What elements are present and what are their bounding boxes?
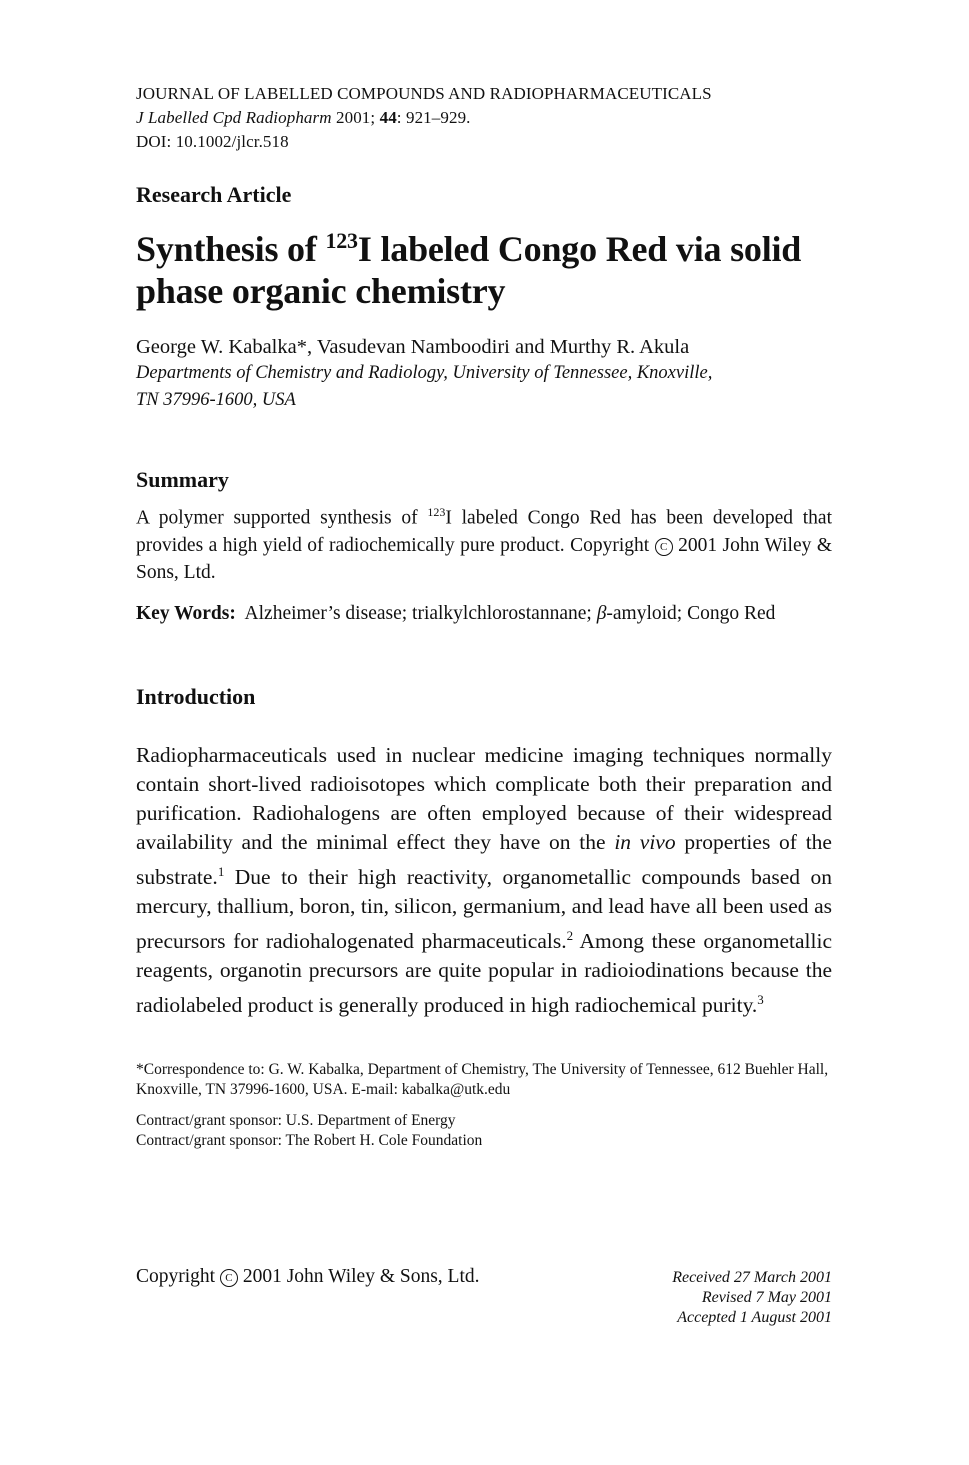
article-dates (672, 1268, 832, 1328)
article-title (136, 228, 832, 312)
journal-name: JOURNAL OF LABELLED COMPOUNDS AND RADIOPHARMACEUTICALS (136, 84, 712, 103)
summary-text1: A polymer supported synthesis of (136, 507, 428, 529)
intro-s2: properties of the substrate. (136, 829, 832, 889)
summary-text2: I labeled Congo Red has been developed that provides a high yield of radiochemically pure product. Copyright (136, 507, 833, 556)
affiliation-line1: Departments of Chemistry and Radiology, University of Tennessee, Knoxville, (136, 363, 713, 383)
journal-doi: DOI: 10.1002/jlcr.518 (136, 132, 289, 151)
ref-1: 1 (217, 863, 225, 879)
journal-pages: : 921–929. (396, 108, 471, 127)
intro-s3: Due to their high reactivity, organometallic compounds based on mercury, thallium, boron, tin, silicon, germanium, and lead have all been used as precursors for radiohalogenated pharmaceuticals. (136, 864, 832, 953)
author-list: George W. Kabalka*, Vasudevan Namboodiri and Murthy R. Akula (136, 336, 690, 358)
introduction-text (136, 741, 832, 1020)
title-isotope: 123 (325, 228, 358, 253)
footer-copyright-symbol-icon: C (220, 1269, 238, 1287)
intro-s1: Radiopharmaceuticals used in nuclear medicine imaging techniques normally contain short-lived radioisotopes which complicate both their preparation and purification. Radiohalogens are often employed because of their widespread availability and the minimal effect they have on the (136, 742, 832, 854)
ref-3: 3 (757, 991, 764, 1007)
title-part2: I labeled Congo Red via solid phase organic chemistry (136, 229, 802, 311)
journal-citation (136, 106, 832, 130)
keywords (136, 600, 832, 627)
copyright-symbol-icon: C (655, 538, 673, 556)
keywords-beta: β (596, 602, 607, 624)
introduction-heading: Introduction (136, 683, 256, 709)
correspondence-note: *Correspondence to: G. W. Kabalka, Department of Chemistry, The University of Tennessee, 612 Buehler Hall, Knoxville, TN 37996-1600, USA. E-mail: kabalka@utk.edu (136, 1060, 829, 1098)
journal-year: 2001; (336, 108, 376, 127)
journal-volume: 44 (379, 108, 397, 127)
intro-italic: in vivo (614, 829, 676, 854)
sponsor-2: Contract/grant sponsor: The Robert H. Cole Foundation (136, 1131, 483, 1149)
article-page (136, 82, 832, 1151)
summary-text (136, 499, 832, 586)
footer-copyright-prefix: Copyright (136, 1266, 220, 1287)
journal-abbrev: J Labelled Cpd Radiopharm (136, 108, 332, 127)
summary-heading: Summary (136, 467, 229, 492)
intro-s4: Among these organometallic reagents, organotin precursors are quite popular in radioiodinations because the radiolabeled product is generally produced in high radiochemical purity. (136, 928, 832, 1017)
journal-header (136, 82, 832, 154)
title-part1: Synthesis of (136, 229, 326, 269)
received-date: Received 27 March 2001 (672, 1269, 832, 1286)
footer-copyright-suffix: 2001 John Wiley & Sons, Ltd. (237, 1266, 480, 1287)
keywords-label: Key Words: (136, 602, 236, 624)
revised-date: Revised 7 May 2001 (701, 1289, 832, 1306)
summary-text3: 2001 John Wiley & Sons, Ltd. (136, 534, 832, 583)
footnotes (136, 1060, 832, 1151)
footer-copyright (136, 1266, 480, 1288)
ref-2: 2 (566, 927, 574, 943)
accepted-date: Accepted 1 August 2001 (677, 1309, 832, 1326)
keywords-part2: -amyloid; Congo Red (606, 602, 776, 624)
affiliation (136, 360, 832, 414)
keywords-part1: Alzheimer’s disease; trialkylchlorostannane; (235, 602, 597, 624)
article-type: Research Article (136, 182, 292, 207)
summary-isotope: 123 (427, 505, 446, 519)
affiliation-line2: TN 37996-1600, USA (136, 390, 296, 410)
sponsor-1: Contract/grant sponsor: U.S. Department of Energy (136, 1111, 456, 1129)
